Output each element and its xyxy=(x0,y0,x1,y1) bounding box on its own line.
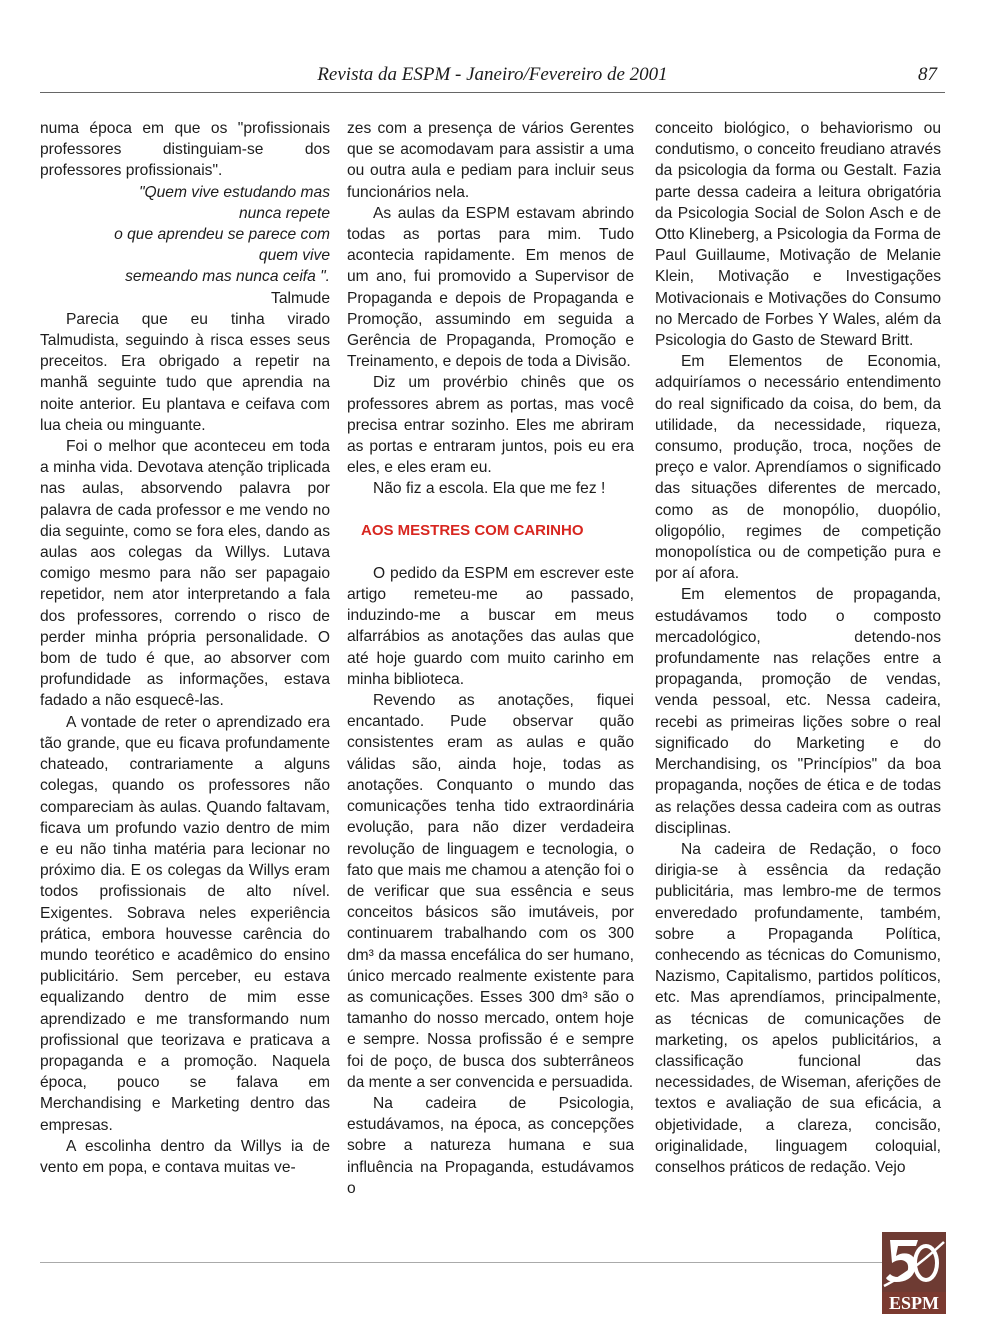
paragraph: zes com a presença de vários Gerentes que se acomodavam para assistir a uma ou outra aula e pediam para incluir seus funcionários nela. xyxy=(347,120,634,201)
espm-wordmark: ESPM xyxy=(882,1292,946,1314)
paragraph: Não fiz a escola. Ela que me fez ! xyxy=(373,480,606,498)
quote-line: semeando mas nunca ceifa ". xyxy=(125,268,330,286)
epigraph-quote xyxy=(40,182,330,288)
running-header xyxy=(40,62,945,92)
journal-title: Revista da ESPM - Janeiro/Fevereiro de 2001 xyxy=(317,64,668,85)
quote-author: Talmude xyxy=(271,289,330,307)
column-3 xyxy=(655,118,941,1178)
section-heading: AOS MESTRES COM CARINHO xyxy=(361,521,584,539)
page-number: 87 xyxy=(918,64,937,85)
paragraph: Na cadeira de Redação, o foco dirigia-se à essência da redação publicitária, mas lembro-me de termos enveredado profundamente, também, sobre a Propaganda Política, conhecendo as técnicas do Comunismo, Nazismo, Capitalismo, partidos políticos, etc. Mas aprendíamos, principalmente, as técnicas de comunicações de marketing, os apelos publicitários, a classificação funcional das necessidades, de Wiseman, aferições de textos e avaliação de sua eficácia, a objetividade, a clareza, concisão, originalidade, linguagem coloquial, conselhos práticos de redação. Vejo xyxy=(655,840,941,1176)
paragraph: O pedido da ESPM em escrever este artigo remeteu-me ao passado, induzindo-me a buscar em meus alfarrábios as anotações das aulas que até hoje guardo com muito carinho em minha biblioteca. xyxy=(347,564,634,688)
paragraph: A escolinha dentro da Willys ia de vento em popa, e contava muitas ve- xyxy=(40,1137,330,1176)
footer-rule xyxy=(40,1262,890,1263)
paragraph: Em elementos de propaganda, estudávamos todo o composto mercadológico, detendo-nos profundamente nas relações entre a propaganda, promoção de vendas, venda pessoal, etc. Nessa cadeira, recebi as primeiras lições sobre o real significado do Marketing e do Merchandising, os "Princípios" da boa propaganda, noções de ética e de todas as relações dessa cadeira com as outras disciplinas. xyxy=(655,586,941,837)
column-2 xyxy=(347,118,634,1199)
paragraph: Revendo as anotações, fiquei encantado. Pude observar quão consistentes eram as aulas e quão válidas são, ainda hoje, todas as anotações. Conquanto o mundo das comunicações tenha tido extraordinária evolução, para não dizer verdadeira revolução de linguagem e tecnologia, o fato que mais me chamou a atenção foi o de verificar que sua essência e seus conceitos básicos são imutáveis, por continuarem trabalhando com os 300 dm³ da massa encefálica do ser humano, único mercado realmente existente para as comunicações. Esses 300 dm³ são o tamanho do nosso mercado, ontem hoje e sempre. Nossa profissão é e sempre foi de poço, de busca dos subterrâneos da mente a ser convencida e persuadida. xyxy=(347,692,634,1091)
quote-line: nunca repete xyxy=(238,204,330,222)
quote-line: "Quem vive estudando mas xyxy=(138,183,330,201)
column-1 xyxy=(40,118,330,1178)
paragraph: conceito biológico, o behaviorismo ou condutismo, o conceito freudiano através da psicologia da forma ou Gestalt. Fazia parte dessa cadeira a leitura obrigatória da Psicologia Social de Solon Asch e de Otto Klineberg, a Psicologia da Forma de Paul Guillaume, Motivação de Melanie Klein, Motivação e Investigações Motivacionais e Motivações do Consumo no Mercado de Forbes Y Wales, além da Psicologia do Gasto de Steward Britt. xyxy=(655,120,941,350)
quote-line: quem vive xyxy=(258,247,330,265)
paragraph: Em Elementos de Economia, adquiríamos o necessário entendimento do real significado da coisa, do bem, da utilidade, da necessidade, riqueza, consumo, produção, troca, noções de preço e valor. Aprendíamos o significado das situações diferentes de mercado, como as de monopólio, duopólio, oligopólio, regimes de competição monopolística ou de competição pura e por aí afora. xyxy=(655,353,941,583)
paragraph: Parecia que eu tinha virado Talmudista, seguindo à risca esses seus preceitos. Era obrigado a repetir na manhã seguinte tudo que aprendia na noite anterior. Eu plantava e ceifava com lua cheia ou minguante. xyxy=(40,310,330,434)
paragraph: Foi o melhor que aconteceu em toda a minha vida. Devotava atenção triplicada nas aulas, absorvendo palavra por palavra de cada professor e me vendo no dia seguinte, como se fora eles, dando as aulas aos colegas da Willys. Lutava comigo mesmo para não ser papagaio repetidor, nem ator interpretando a fala dos professores, correndo o risco de perder minha própria personalidade. O bom de tudo é que, ao absorver com profundidade as informações, estava fadado a não esquecê-las. xyxy=(40,438,330,710)
quote-line: o que aprendeu se parece com xyxy=(114,226,330,244)
paragraph: Na cadeira de Psicologia, estudávamos, na época, as concepções sobre a natureza humana e sua influência na Propaganda, estudávamos o xyxy=(347,1094,634,1197)
paragraph: Diz um provérbio chinês que os professores abrem as portas, mas você precisa entrar sozinho. Eles me abriram as portas e entraram juntos, pois eu era eles, e eles eram eu. xyxy=(347,374,634,477)
espm-50-years-logo xyxy=(882,1232,946,1314)
paragraph: A vontade de reter o aprendizado era tão grande, que eu ficava profundamente chateado, contrariamente a alguns colegas, quando os professores não compareciam às aulas. Quando faltavam, ficava um profundo vazio dentro de mim e eu não tinha matéria para lecionar no próximo dia. E os colegas da Willys eram todos profissionais de alto nível. Exigentes. Sobrava neles experiência prática, embora houvesse carência do mundo teorético e acadêmico do ensino publicitário. Sem perceber, eu estava equalizando dentro de mim esse aprendizado e me transformando num profissional que teorizava e praticava a propaganda e a promoção. Naquela época, pouco se falava em Merchandising e Marketing dentro das empresas. xyxy=(40,713,330,1134)
fifty-emblem-icon xyxy=(882,1232,946,1292)
header-rule xyxy=(40,92,945,93)
paragraph: As aulas da ESPM estavam abrindo todas as portas para mim. Tudo acontecia rapidamente. Em menos de um ano, fui promovido a Supervisor de Propaganda e depois de Propaganda e Promoção, assumindo em seguida a Gerência de Propaganda, Promoção e Treinamento, e depois de toda a Divisão. xyxy=(347,204,634,371)
paragraph: numa época em que os "profissionais professores distinguiam-se dos professores profissionais". xyxy=(40,120,330,180)
fifty-anniversary-mark xyxy=(882,1232,946,1292)
